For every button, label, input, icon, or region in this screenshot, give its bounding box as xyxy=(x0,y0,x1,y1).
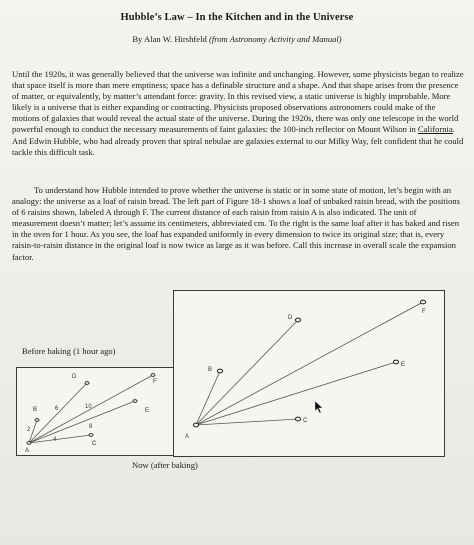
line-a-e xyxy=(196,362,396,425)
raisin-e xyxy=(133,400,137,403)
distance-e: 10 xyxy=(85,404,92,410)
paragraph-2: To understand how Hubble intended to prove whether the universe is static or in some state of motion, let’s begin with an analogy: the universe as a loaf of raisin bread. The left part of Figure 18-1 shows a loaf of unbaked raisin bread, with the positions of 6 raisins shown, labeled A through F. The current distance of each raisin from raisin A is also indicated. The unit of measurement doesn’t matter; let’s assume its centimeters, abbreviated cm. To the right is the same loaf after it has baked and risen in the oven for 1 hour. As you see, the loaf has expanded uniformly in every dimension to twice its original size; that is, every raisin-to-raisin distance in the original loaf is now twice as large as it was before. Call this increase in overall scale the expansion factor. xyxy=(12,185,461,262)
distance-c: 4 xyxy=(53,437,57,443)
raisin-a xyxy=(27,442,31,445)
distance-d: 6 xyxy=(55,406,59,412)
label-f: F xyxy=(153,379,157,385)
paragraph-1-underlined: California xyxy=(417,124,453,135)
label-d: D xyxy=(288,315,293,321)
after-baking-figure xyxy=(173,290,445,457)
raisin-c xyxy=(89,434,93,437)
label-e: E xyxy=(401,362,406,368)
distance-b: 2 xyxy=(27,427,31,433)
document-title: Hubble’s Law – In the Kitchen and in the Universe xyxy=(120,12,354,23)
distance-f: 8 xyxy=(89,424,93,430)
label-e: E xyxy=(145,408,150,414)
label-b: B xyxy=(33,407,38,413)
label-c: C xyxy=(92,441,97,447)
raisin-f xyxy=(420,300,425,304)
raisin-d xyxy=(85,382,89,385)
before-baking-diagram xyxy=(17,368,182,455)
line-a-b xyxy=(196,371,220,425)
raisin-b xyxy=(217,369,222,373)
byline xyxy=(0,34,474,44)
raisin-f xyxy=(151,374,155,377)
label-c: C xyxy=(303,418,308,424)
label-b: B xyxy=(208,367,213,373)
after-baking-diagram xyxy=(174,291,444,456)
label-a: A xyxy=(25,448,30,454)
line-a-f xyxy=(196,302,423,425)
paragraph-1 xyxy=(12,69,464,158)
line-a-d xyxy=(29,383,87,443)
byline-author: By Alan W. Hirshfeld xyxy=(132,34,209,44)
paragraph-1-part-b: . And Edwin Hubble, who had already proven that spiral nebulae are galaxies external to our Milky Way, felt confident that he could tackle this difficult task. xyxy=(12,124,464,157)
after-baking-caption: Now (after baking) xyxy=(132,460,198,470)
byline-source: (from Astronomy Activity and Manual) xyxy=(208,34,342,44)
line-a-e xyxy=(29,401,135,443)
label-f: F xyxy=(422,309,426,315)
raisin-b xyxy=(35,419,39,422)
before-baking-caption: Before baking (1 hour ago) xyxy=(22,346,116,356)
paragraph-1-part-a: Until the 1920s, it was generally believed that the universe was infinite and unchanging. However, some physicists began to realize that space itself is more than mere emptiness; space has a definable structure and a shape. And that shape arises from the presence of matter, or equivalently, by matter’s attendant force: gravity. In this revised view, a static universe is highly improbable. More likely is a universe that is either expanding or contracting. Physicists proposed observations astronomers could make of the motions of galaxies that would reveal the actual state of the universe. During the 1920s, there was only one telescope in the world powerful enough to conduct the necessary measurements of faint galaxies: the 100-inch reflector on Mount Wilson in xyxy=(12,69,464,135)
raisin-e xyxy=(393,360,398,364)
raisin-c xyxy=(295,417,300,421)
label-a: A xyxy=(185,434,190,440)
label-d: D xyxy=(72,374,77,380)
raisin-a xyxy=(193,423,198,427)
mouse-cursor-icon xyxy=(315,401,323,413)
before-baking-figure xyxy=(16,367,183,456)
raisin-d xyxy=(295,318,300,322)
